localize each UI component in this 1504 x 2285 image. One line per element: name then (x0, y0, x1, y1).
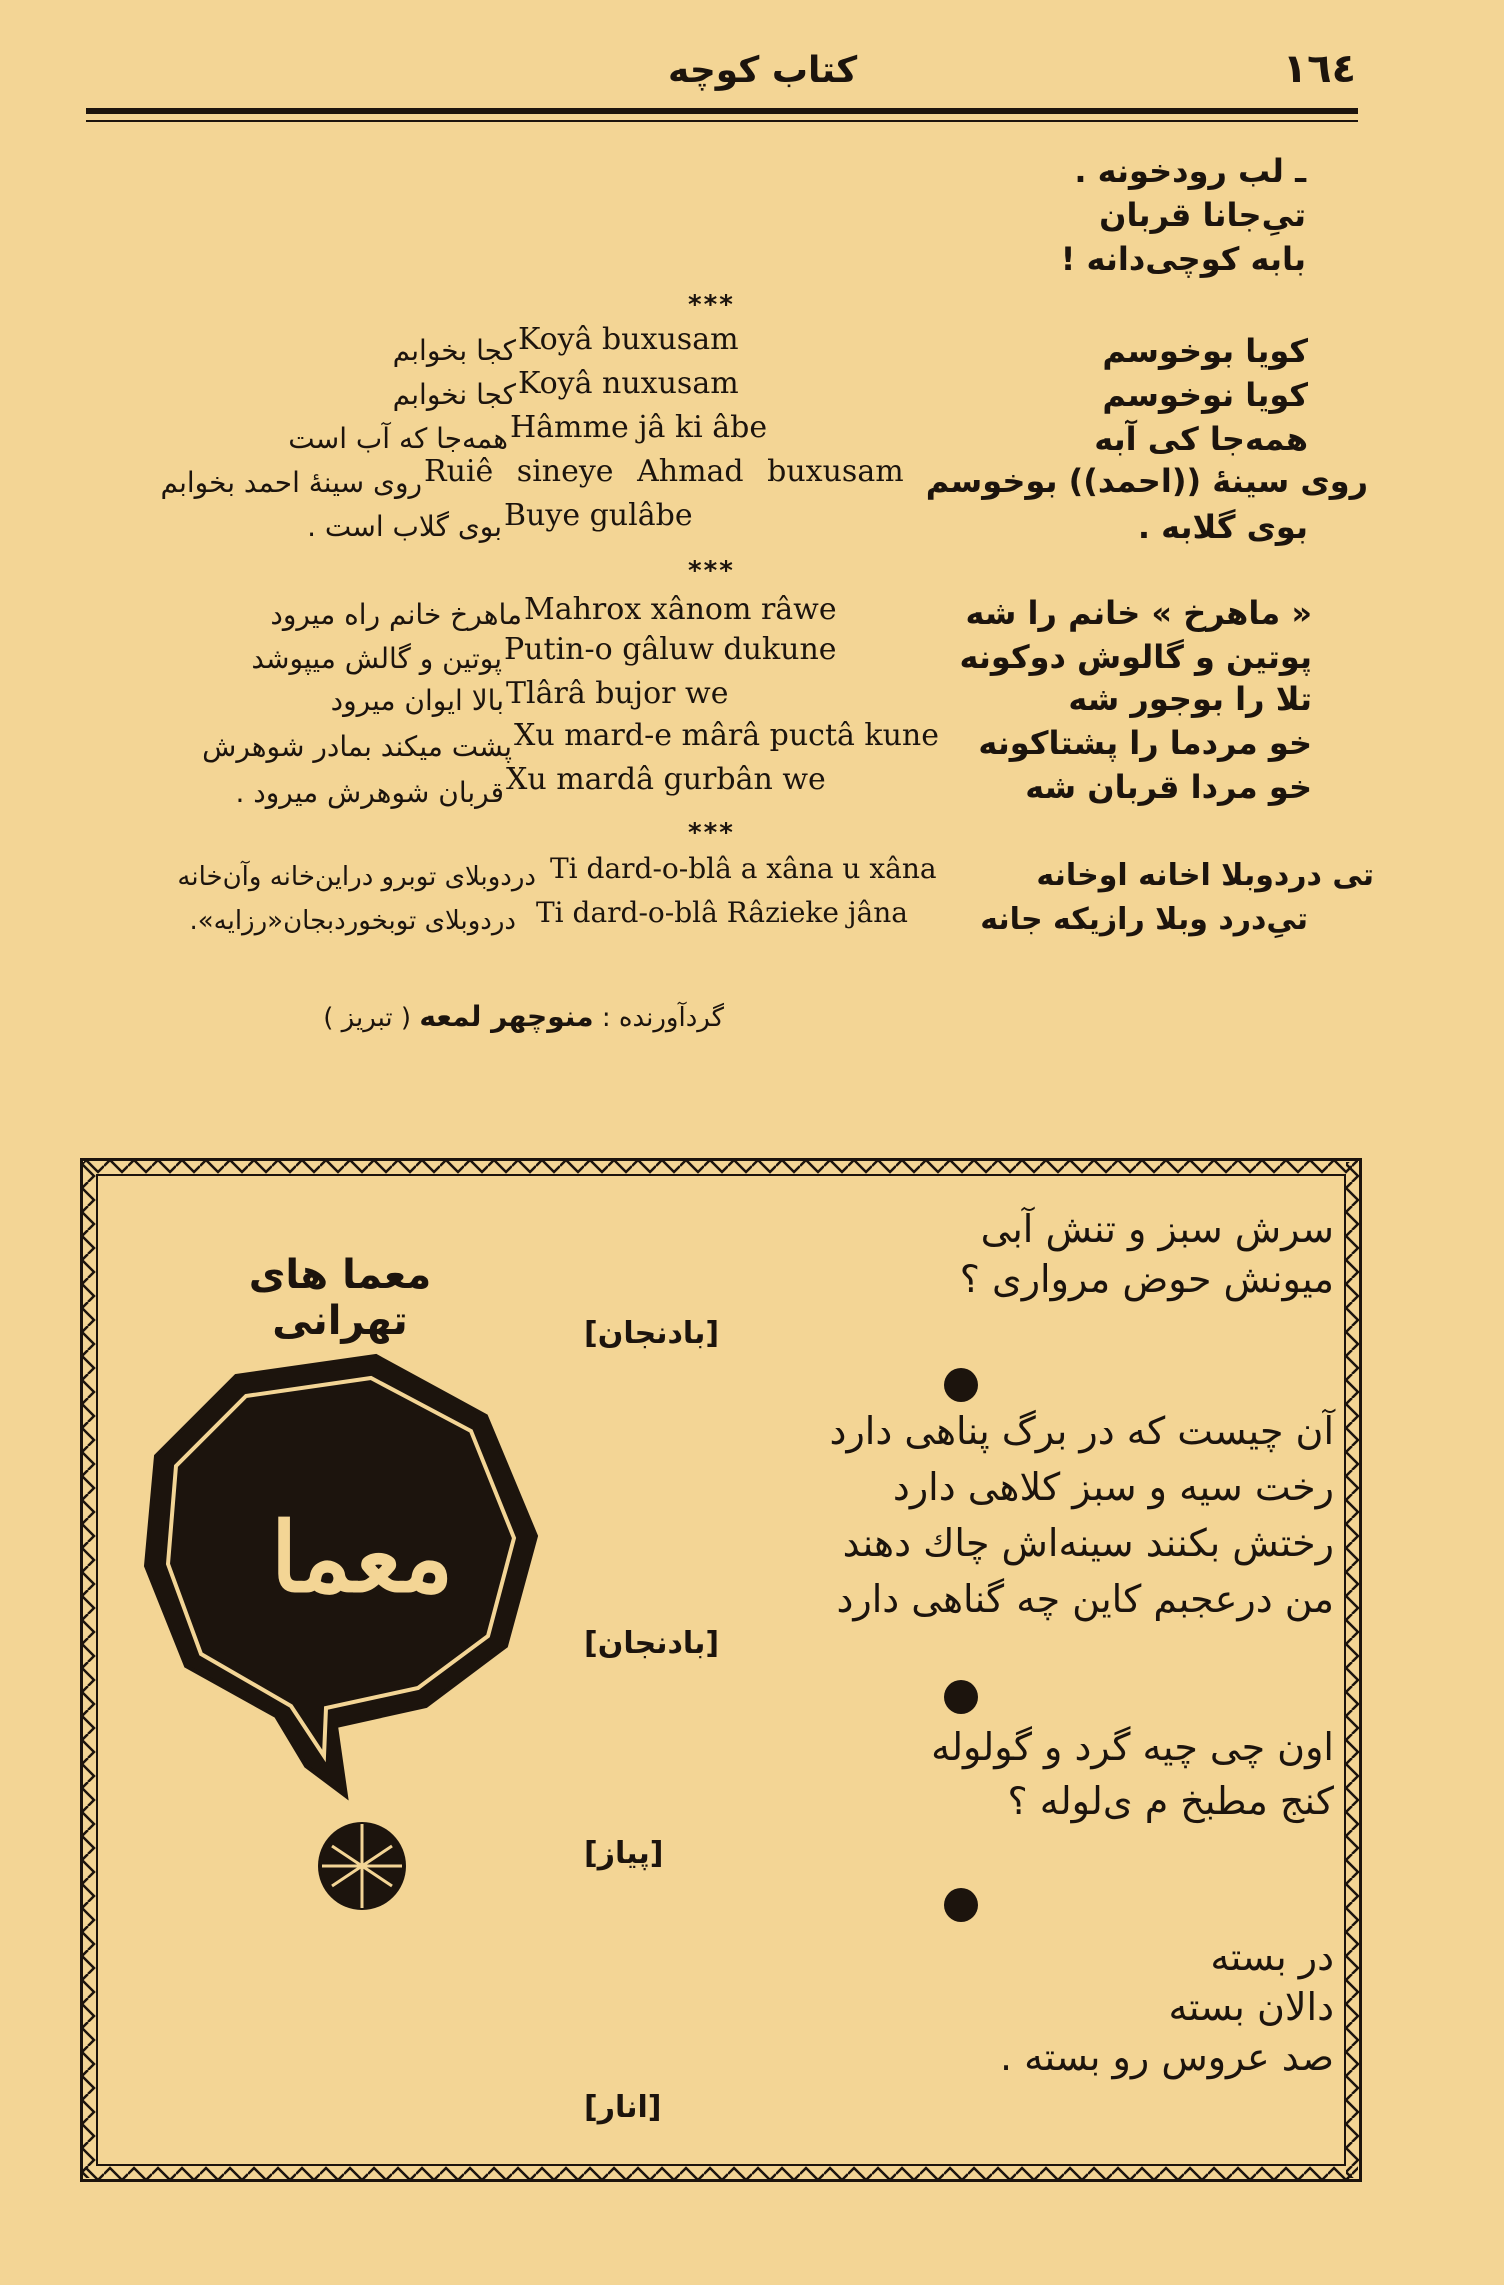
translation-line: دردوبلای توبرو دراین‌خانه وآن‌خانه (177, 862, 536, 892)
dialect-line: روی سینهٔ ((احمد)) بوخوسم (925, 462, 1368, 500)
translit-line: Tlârâ bujor we (506, 676, 729, 711)
dialect-line: تی دردوبلا اخانه اوخانه (1036, 858, 1374, 893)
credit-label: گردآورنده : (601, 1003, 724, 1033)
riddle-badge (126, 1346, 566, 1926)
translation-line: قربان شوهرش میرود . (235, 776, 504, 809)
separator: *** (688, 556, 735, 586)
separator: *** (688, 818, 735, 848)
translation-line: روی سینهٔ احمد بخوابم (160, 466, 422, 499)
translit-line: Putin-o gâluw dukune (504, 632, 837, 667)
dialect-line: کویا نوخوسم (1102, 376, 1308, 414)
riddle-answer: [انار] (584, 2090, 662, 2125)
credit (164, 1000, 724, 1033)
translation-line: پشت میکند بمادر شوهرش (202, 730, 512, 763)
credit-place: ( تبریز ) (323, 1003, 412, 1033)
riddle-line: سرش سبز و تنش آبی (980, 1207, 1334, 1251)
dialect-line: پوتین و گالوش دوکونه (959, 638, 1312, 676)
dialect-line: « ماهرخ » خانم را شه (965, 594, 1312, 632)
riddle-line: من درعجبم کاین چه گناهی دارد (836, 1577, 1334, 1621)
intro-line: بابه کوچی‌دانه ! (1060, 240, 1306, 278)
riddle-line: در بسته (1210, 1935, 1334, 1979)
dialect-line: تلا را بوجور شه (1068, 680, 1312, 718)
riddle-answer: [بادنجان] (584, 1626, 720, 1661)
badge-text: معما (270, 1501, 454, 1614)
bullet-dot (944, 1368, 978, 1402)
translation-line: همه‌جا که آب است (288, 422, 508, 455)
dialect-line: خو مردما را پشتاکونه (978, 724, 1312, 762)
dialect-line: همه‌جا کی آبه (1094, 420, 1308, 458)
translation-line: دردوبلای توبخوردبجان«رزایه». (189, 906, 516, 936)
dialect-line: کویا بوخوسم (1102, 332, 1308, 370)
dialect-line: خو مردا قربان شه (1025, 768, 1312, 806)
translit-line: Buye gulâbe (504, 498, 693, 533)
riddle-line: میونش حوض مرواری ؟ (959, 1257, 1334, 1301)
translit-line: Ti dard-o-blâ Râzieke jâna (536, 896, 908, 929)
riddle-line: اون چی چیه گرد و گولوله (931, 1725, 1334, 1769)
translation-line: کجا نخوابم (392, 378, 516, 411)
dialect-line: تیِ‌درد وبلا رازیکه جانه (980, 902, 1308, 937)
riddle-answer: [بادنجان] (584, 1316, 720, 1351)
translit-line: Koyâ buxusam (518, 322, 739, 357)
translit-line: Hâmme jâ ki âbe (510, 410, 768, 445)
credit-name: منوچهر لمعه (419, 1000, 594, 1033)
translit-line: Xu mardâ gurbân we (506, 762, 826, 797)
separator: *** (688, 290, 735, 320)
translation-line: ماهرخ خانم راه میرود (270, 598, 522, 631)
translation-line: کجا بخوابم (392, 334, 516, 367)
riddle-line: دالان بسته (1168, 1985, 1334, 2029)
translit-line: Xu mard-e mârâ puctâ kune (514, 718, 939, 753)
riddle-line: رخت سیه و سبز کلاهی دارد (892, 1465, 1334, 1509)
translation-line: پوتین و گالش میپوشد (251, 642, 502, 675)
riddles-title: معما های تهرانی (248, 1252, 432, 1344)
riddle-line: کنج مطبخ م ی‌لوله ؟ (1007, 1779, 1334, 1823)
intro-line: ـ لب رودخونه . (1074, 152, 1306, 190)
page-number: ١٦٤ (1282, 46, 1356, 92)
bullet-dot (944, 1680, 978, 1714)
riddle-line: صد عروس رو بسته . (999, 2035, 1334, 2079)
translation-line: بوی گلاب است . (307, 510, 502, 543)
dialect-line: بوی گلابه . (1137, 508, 1308, 546)
riddle-line: آن چیست که در برگ پناهی دارد (829, 1409, 1334, 1453)
header-rule-thin (86, 120, 1358, 122)
translit-line: Ti dard-o-blâ a xâna u xâna (550, 852, 937, 885)
header-rule (86, 108, 1358, 114)
riddle-line: رختش بکنند سینه‌اش چاك دهند (842, 1521, 1334, 1565)
book-title: کتاب کوچه (668, 50, 858, 91)
translit-line: Mahrox xânom râwe (524, 592, 837, 627)
intro-line: تیِ‌جانا قربان (1099, 196, 1306, 234)
riddle-answer: [پیاز] (584, 1836, 664, 1871)
bullet-dot (944, 1888, 978, 1922)
translit-line: Ruiê sineye Ahmad buxusam (424, 454, 904, 489)
translit-line: Koyâ nuxusam (518, 366, 739, 401)
translation-line: بالا ایوان میرود (330, 684, 504, 717)
